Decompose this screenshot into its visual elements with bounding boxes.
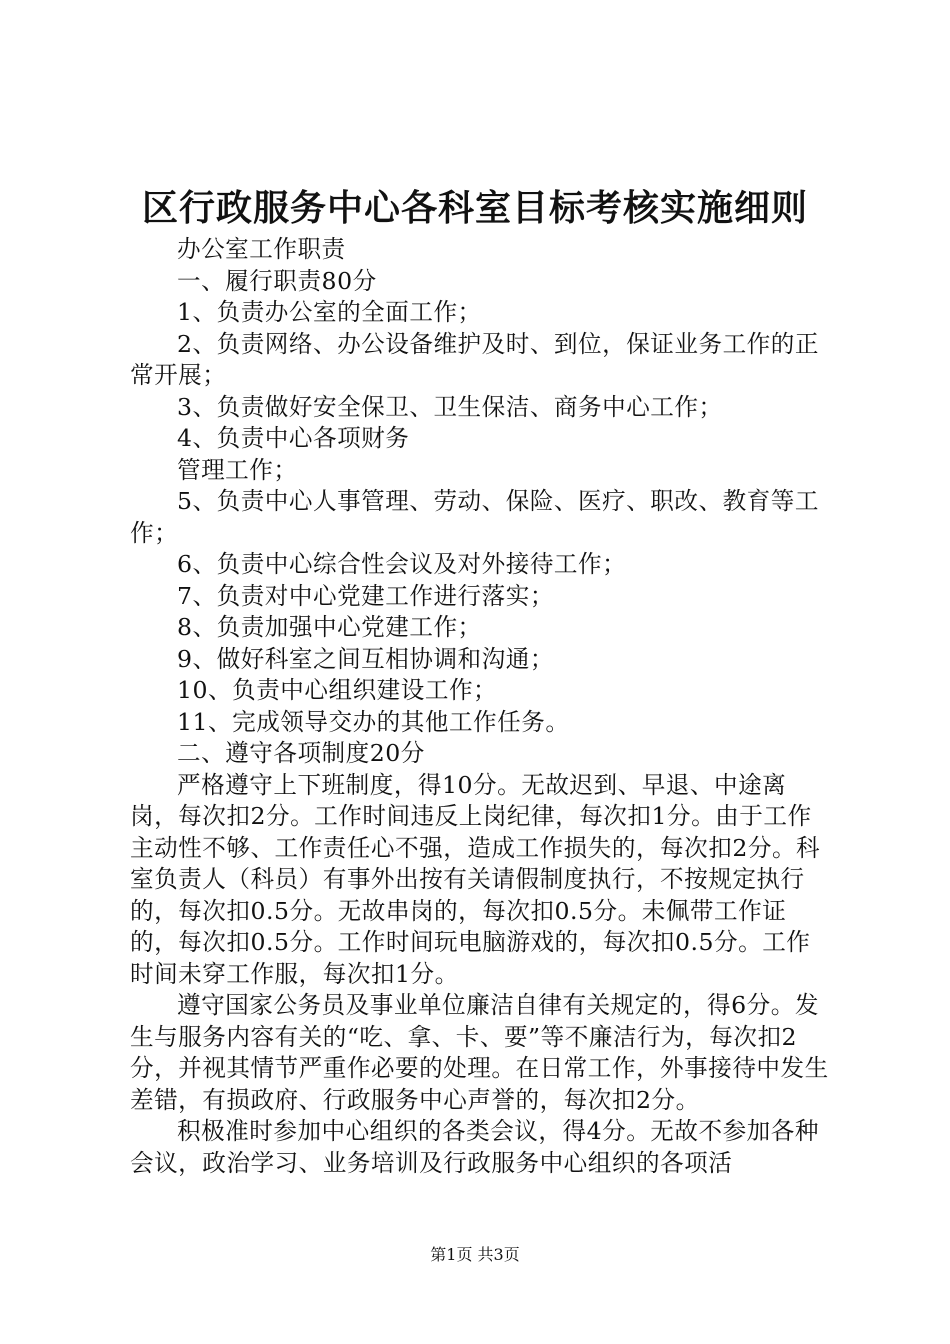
document-title: 区行政服务中心各科室目标考核实施细则 xyxy=(141,188,808,229)
paragraph: 6、负责中心综合性会议及对外接待工作； xyxy=(177,550,627,578)
paragraph: 5、负责中心人事管理、劳动、保险、医疗、职改、教育等工作； xyxy=(130,487,819,547)
paragraph: 管理工作； xyxy=(177,455,298,484)
paragraph: 11、完成领导交办的其他工作任务。 xyxy=(177,707,570,736)
paragraph: 2、负责网络、办公设备维护及时、到位，保证业务工作的正常开展； xyxy=(130,329,819,389)
paragraph: 1、负责办公室的全面工作； xyxy=(177,298,482,326)
paragraph: 8、负责加强中心党建工作； xyxy=(177,613,482,641)
paragraph: 遵守国家公务员及事业单位廉洁自律有关规定的，得6分。发生与服务内容有关的“吃、拿、卡、要”等不廉洁行为，每次扣2分，并视其情节严重作必要的处理。在日常工作，外事接待中发生差错，有损政府、行政服务中心声誉的，每次扣2分。 xyxy=(130,991,829,1114)
paragraph: 4、负责中心各项财务 xyxy=(177,424,410,452)
paragraph: 积极准时参加中心组织的各类会议，得4分。无故不参加各种会议，政治学习、业务培训及行政服务中心组织的各项活 xyxy=(130,1117,819,1177)
page-footer: 第1页 共3页 xyxy=(430,1245,520,1264)
paragraph: 3、负责做好安全保卫、卫生保洁、商务中心工作； xyxy=(177,392,723,421)
paragraph: 9、做好科室之间互相协调和沟通； xyxy=(177,644,554,673)
paragraph: 办公室工作职责 xyxy=(177,235,346,263)
paragraph: 严格遵守上下班制度，得10分。无故迟到、早退、中途离岗，每次扣2分。工作时间违反上岗纪律，每次扣1分。由于工作主动性不够、工作责任心不强，造成工作损失的，每次扣2分。科室负责人（科员）有事外出按有关请假制度执行，不按规定执行的，每次扣0.5分。无故串岗的，每次扣0.5分。未佩带工作证的，每次扣0.5分。工作时间玩电脑游戏的，每次扣0.5分。工作时间未穿工作服，每次扣1分。 xyxy=(130,770,821,988)
paragraph: 7、负责对中心党建工作进行落实； xyxy=(177,581,554,610)
document-body xyxy=(130,234,830,1179)
paragraph: 10、负责中心组织建设工作； xyxy=(177,676,498,704)
paragraph: 一、履行职责80分 xyxy=(177,266,377,295)
paragraph: 二、遵守各项制度20分 xyxy=(177,739,425,767)
